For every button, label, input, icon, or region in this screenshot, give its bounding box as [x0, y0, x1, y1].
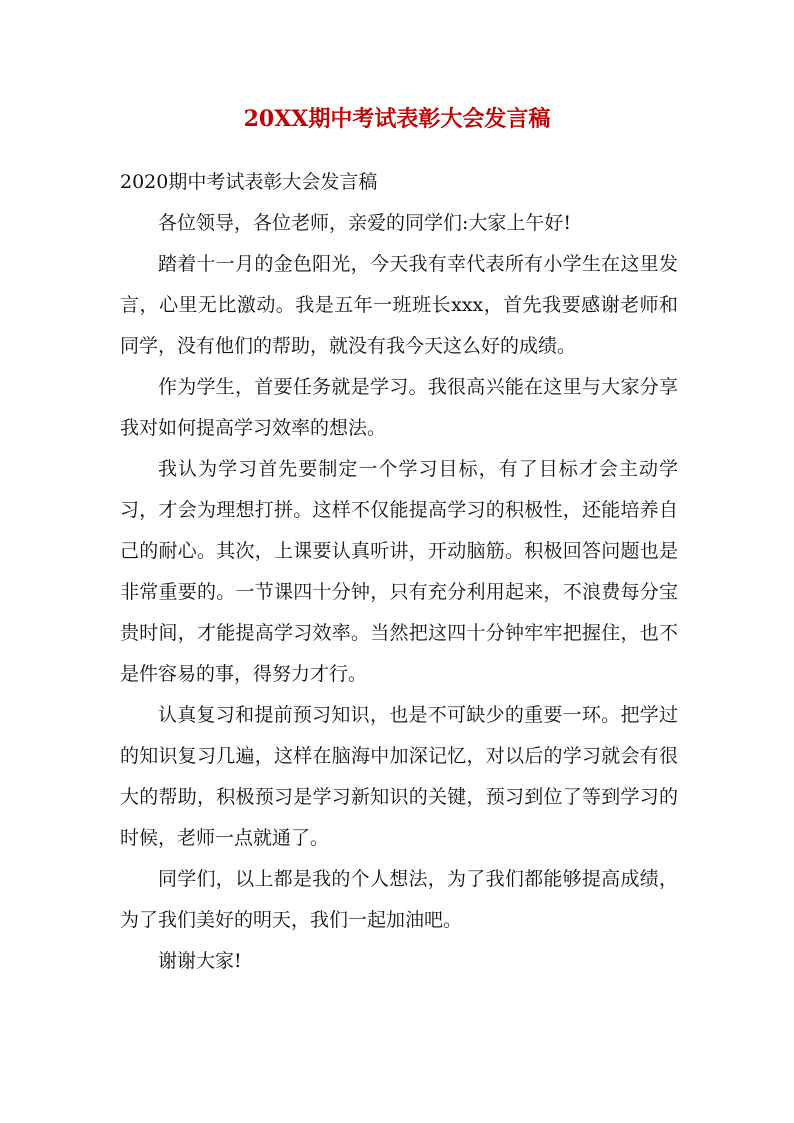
document-subtitle: 2020期中考试表彰大会发言稿 [120, 171, 378, 193]
study-purpose-paragraph: 作为学生，首要任务就是学习。我很高兴能在这里与大家分享我对如何提高学习效率的想法。 [120, 376, 678, 439]
document-title: 20XX期中考试表彰大会发言稿 [243, 106, 551, 132]
greeting-paragraph: 各位领导，各位老师，亲爱的同学们:大家上午好! [158, 212, 572, 234]
introduction-paragraph: 踏着十一月的金色阳光，今天我有幸代表所有小学生在这里发言，心里无比激动。我是五年一班班长xxx，首先我要感谢老师和同学，没有他们的帮助，就没有我今天这么好的成绩。 [120, 253, 678, 357]
document-body [120, 162, 678, 982]
closing-paragraph: 同学们，以上都是我的个人想法，为了我们都能够提高成绩，为了我们美好的明天，我们一起加油吧。 [120, 868, 678, 931]
thanks-paragraph: 谢谢大家! [158, 950, 242, 972]
review-preview-paragraph: 认真复习和提前预习知识，也是不可缺少的重要一环。把学过的知识复习几遍，这样在脑海中加深记忆，对以后的学习就会有很大的帮助，积极预习是学习新知识的关键，预习到位了等到学习的时候，老师一点就通了。 [120, 704, 678, 849]
study-method-paragraph: 我认为学习首先要制定一个学习目标，有了目标才会主动学习，才会为理想打拼。这样不仅能提高学习的积极性，还能培养自己的耐心。其次，上课要认真听讲，开动脑筋。积极回答问题也是非常重要的。一节课四十分钟，只有充分利用起来，不浪费每分宝贵时间，才能提高学习效率。当然把这四十分钟牢牢把握住，也不是件容易的事，得努力才行。 [120, 458, 678, 685]
